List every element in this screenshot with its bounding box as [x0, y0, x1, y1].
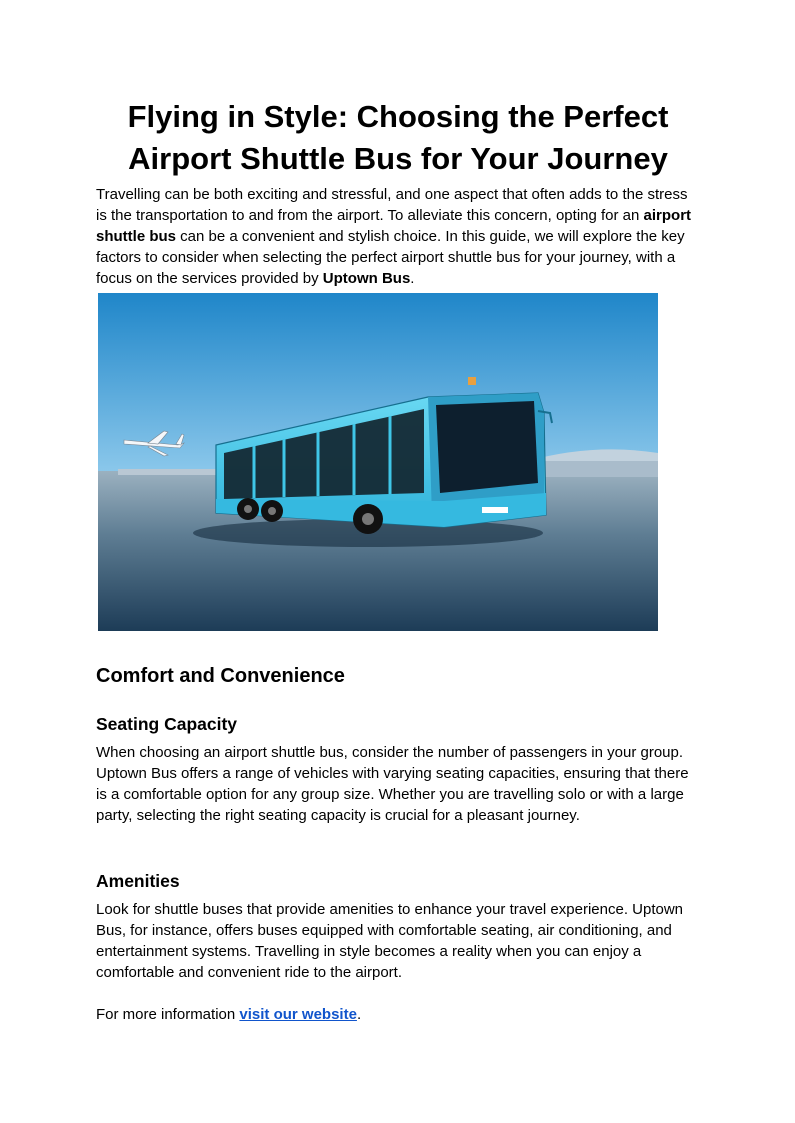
bus-illustration: [98, 293, 658, 631]
more-info-suffix: .: [356, 1006, 362, 1023]
seating-capacity-heading: Seating Capacity: [96, 714, 238, 734]
seating-capacity-paragraph: When choosing an airport shuttle bus, consider the number of passengers in your group. Uptown Bus offers a range of vehicles with varying seating capacities, ensuring that there is a comfortable option for any group size. Whether you are travelling solo or with a large party, selecting the right seating capacity is crucial for a pleasant journey.: [96, 744, 689, 824]
intro-bold-uptown-bus: Uptown Bus: [322, 270, 411, 287]
more-info-prefix: For more information: [96, 1006, 240, 1023]
beacon-light: [468, 377, 476, 385]
airport-shuttle-bus-image: [98, 293, 658, 631]
intro-text-2: can be a convenient and stylish choice. In this guide, we will explore the key factors to consider when selecting the perfect airport shuttle bus for your journey, with a focus on the services provided by: [96, 228, 685, 287]
amenities-paragraph: Look for shuttle buses that provide amenities to enhance your travel experience. Uptown Bus, for instance, offers buses equipped with comfortable seating, air conditioning, and entertainment systems. Travelling in style becomes a reality when you can enjoy a comfortable and convenient ride to the airport.: [96, 901, 684, 981]
intro-text-3: .: [410, 270, 415, 287]
section-heading: Comfort and Convenience: [96, 665, 345, 687]
intro-paragraph: [96, 184, 700, 289]
more-info-paragraph: [96, 1004, 700, 1025]
license-plate: [482, 507, 508, 513]
intro-bold-airport-shuttle-bus: airport shuttle bus: [96, 207, 692, 245]
amenities-heading: Amenities: [96, 871, 180, 891]
intro-text-1: Travelling can be both exciting and stressful, and one aspect that often adds to the stress is the transportation to and from the airport. To alleviate this concern, opting for an: [96, 186, 688, 224]
visit-website-link[interactable]: visit our website: [239, 1006, 357, 1023]
article-title: Flying in Style: Choosing the Perfect Airport Shuttle Bus for Your Journey: [127, 99, 669, 176]
